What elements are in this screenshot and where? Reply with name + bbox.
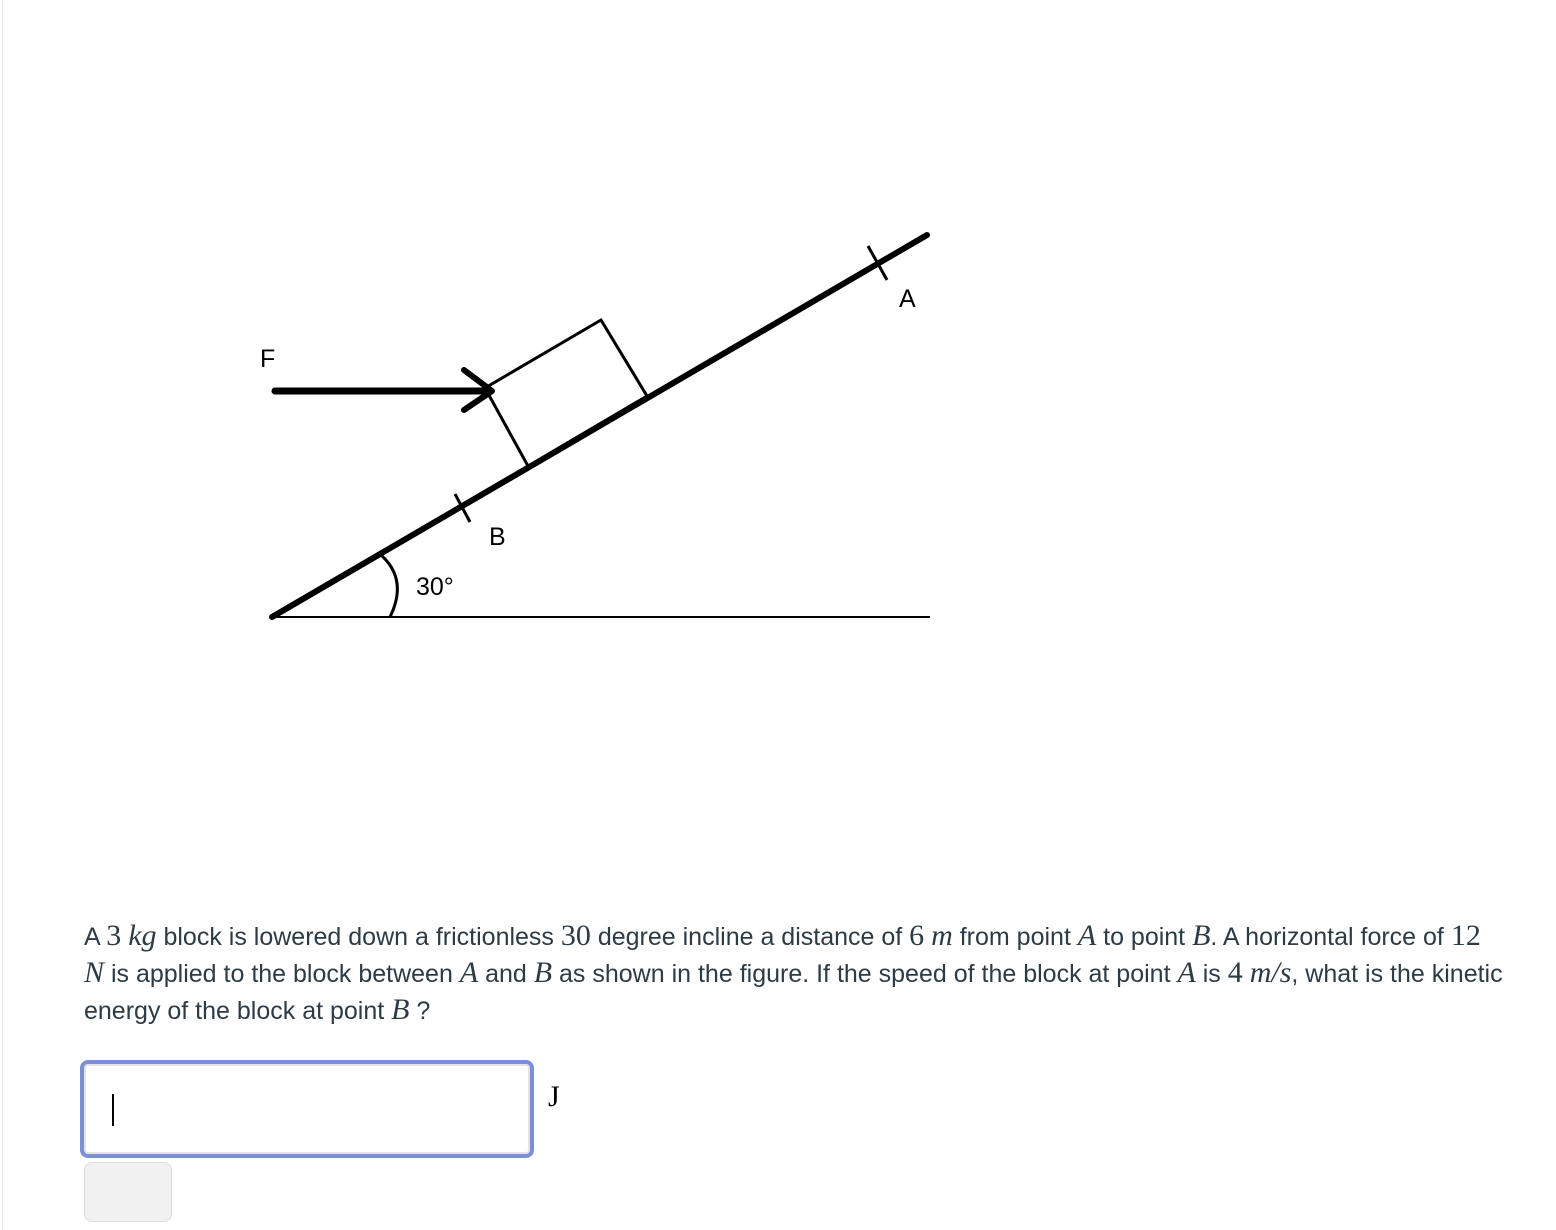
answer-input[interactable] bbox=[80, 1060, 534, 1158]
point-b-ref: B bbox=[1192, 919, 1211, 952]
submit-button[interactable] bbox=[84, 1162, 172, 1222]
angle-label: 30° bbox=[416, 573, 454, 601]
point-b-ref: B bbox=[533, 956, 553, 989]
distance-unit: m bbox=[931, 919, 953, 952]
speed-unit: m/s bbox=[1249, 956, 1292, 989]
force-label: F bbox=[260, 345, 276, 373]
question-text: A 3 kg block is lowered down a frictionless 30 degree incline a distance of 6 m from point A to point B. A horizontal force of 12 N is applied to the block between A and B as shown in the figure. If the speed of the block at point A is 4 m/s, what is the kinetic energy of the block at point B ? bbox=[84, 919, 1503, 1026]
mass-unit: kg bbox=[128, 919, 157, 952]
incline-line bbox=[272, 235, 927, 617]
force-value: 12 bbox=[1450, 919, 1481, 952]
block bbox=[485, 320, 647, 466]
point-b-label: B bbox=[489, 523, 506, 551]
answer-unit: J bbox=[548, 1080, 560, 1113]
point-a-ref: A bbox=[1077, 919, 1097, 952]
force-unit: N bbox=[84, 956, 105, 989]
point-b-ref: B bbox=[391, 993, 410, 1026]
point-a-label: A bbox=[899, 285, 916, 313]
speed-value: 4 bbox=[1227, 956, 1243, 989]
point-a-ref: A bbox=[1177, 956, 1196, 989]
angle-value: 30 bbox=[560, 919, 591, 952]
mass-value: 3 bbox=[106, 919, 122, 952]
text-cursor bbox=[112, 1094, 114, 1126]
distance-value: 6 bbox=[909, 919, 925, 952]
point-a-ref: A bbox=[459, 956, 479, 989]
angle-arc bbox=[382, 556, 397, 617]
